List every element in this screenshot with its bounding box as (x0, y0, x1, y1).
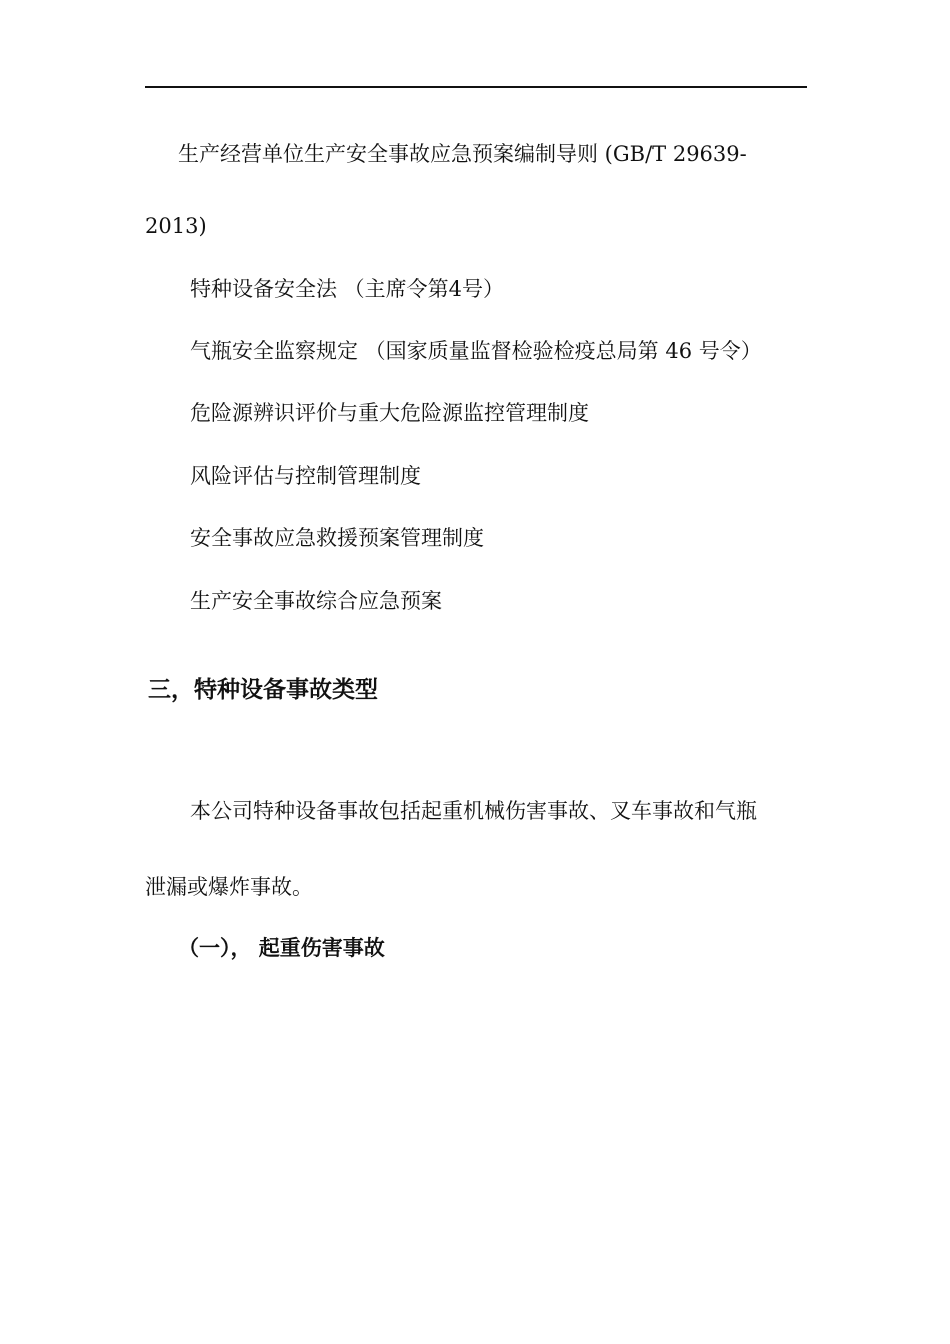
subsection-title: （一）， 起重伤害事故 (178, 936, 385, 960)
reference-guideline-line-1: 生产经营单位生产安全事故应急预案编制导则 (GB/T 29639- (178, 142, 747, 166)
reference-item-hazard-identification: 危险源辨识评价与重大危险源监控管理制度 (190, 401, 589, 425)
section-title: 三，特种设备事故类型 (148, 677, 378, 703)
section-paragraph-line-2: 泄漏或爆炸事故。 (145, 875, 313, 899)
reference-item-risk-assessment: 风险评估与控制管理制度 (190, 464, 421, 488)
reference-guideline-line-2: 2013) (145, 214, 207, 238)
reference-item-gas-cylinder-regulation: 气瓶安全监察规定 （国家质量监督检验检疫总局第 46 号令） (190, 339, 762, 363)
section-paragraph-line-1: 本公司特种设备事故包括起重机械伤害事故、叉车事故和气瓶 (190, 799, 757, 823)
reference-item-comprehensive-emergency-plan: 生产安全事故综合应急预案 (190, 589, 442, 613)
reference-item-special-equipment-law: 特种设备安全法 （主席令第4号） (190, 277, 505, 301)
header-rule (145, 86, 807, 88)
reference-item-emergency-plan-management: 安全事故应急救援预案管理制度 (190, 526, 484, 550)
